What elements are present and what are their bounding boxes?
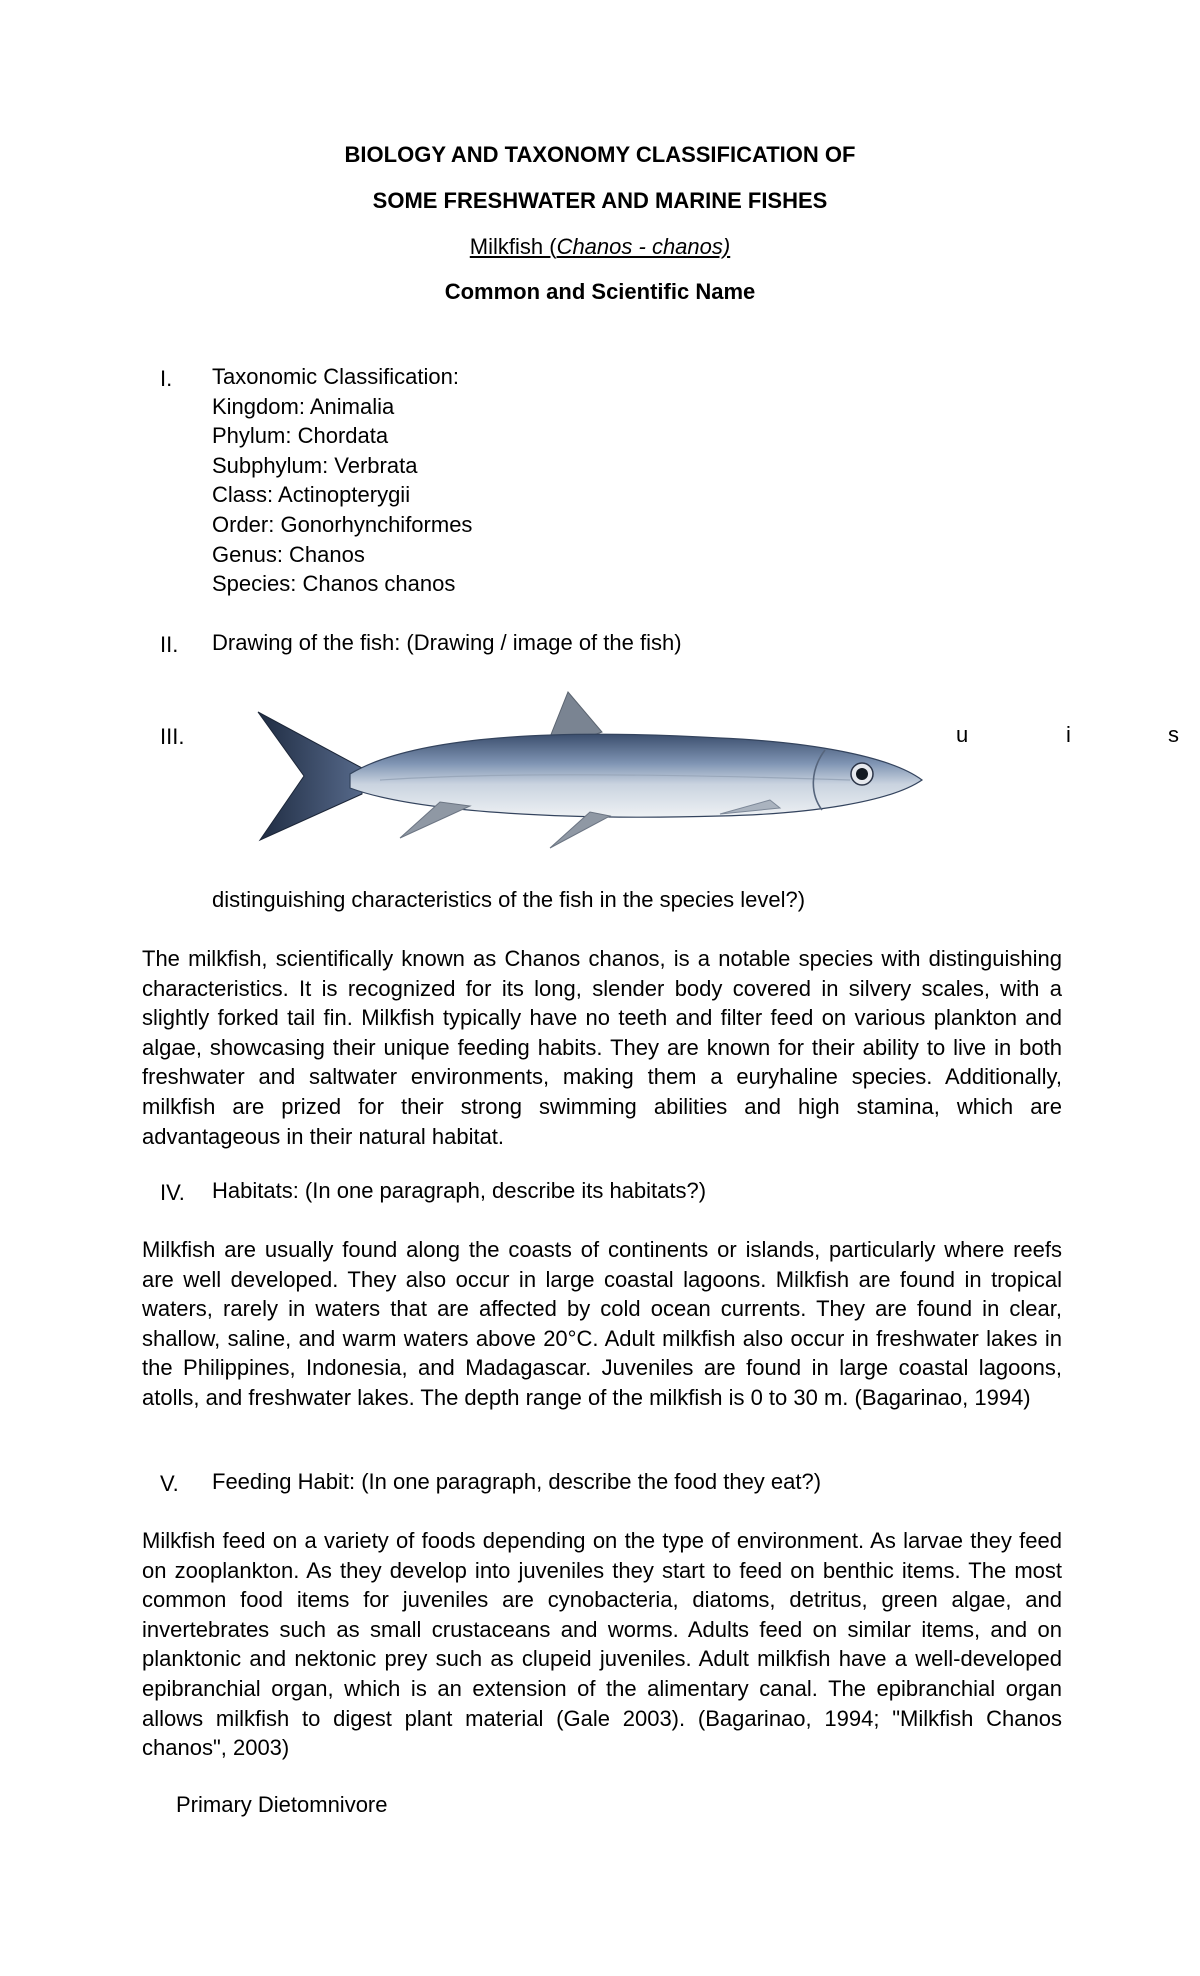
section-2-heading: Drawing of the fish: (Drawing / image of the fish) [212, 630, 682, 655]
fish-name [0, 234, 1200, 260]
section-4-paragraph: Milkfish are usually found along the coasts of continents or islands, particularly where reefs are well developed. They also occur in large coastal lagoons. Milkfish are found in tropical waters, rarely in waters that are affected by cold ocean currents. They are found in clear, shallow, saline, and warm waters above 20°C. Adult milkfish also occur in freshwater lakes in the Philippines, Indonesia, and Madagascar. Juveniles are found in large coastal lagoons, atolls, and freshwater lakes. The depth range of the milkfish is 0 to 30 m. (Bagarinao, 1994) [142, 1237, 1062, 1410]
fish-scientific-name: Chanos - chanos) [556, 234, 731, 259]
section-1-numeral: I. [160, 366, 173, 391]
taxonomy-row: Kingdom: Animalia [212, 394, 395, 419]
section-3-numeral: III. [160, 724, 185, 749]
subtitle: Common and Scientific Name [444, 279, 756, 304]
heading-fragment: i [1066, 722, 1071, 747]
primary-diet: Primary Dietomnivore [176, 1792, 388, 1817]
section-5-heading: Feeding Habit: (In one paragraph, describe the food they eat?) [212, 1469, 822, 1494]
section-5-paragraph: Milkfish feed on a variety of foods depending on the type of environment. As larvae they feed on zooplankton. As they develop into juveniles they start to feed on benthic items. The most common food items for juveniles are cynobacteria, diatoms, detritus, green algae, and invertebrates such as small crustaceans and worms. Adults feed on similar items, and on planktonic and nektonic prey such as clupeid juveniles. Adult milkfish have a well-developed epibranchial organ, which is an extension of the alimentary canal. The epibranchial organ allows milkfish to digest plant material (Gale 2003). (Bagarinao, 1994; "Milkfish Chanos chanos", 2003) [142, 1528, 1062, 1761]
taxonomy-row: Phylum: Chordata [212, 423, 389, 448]
title-line-1: BIOLOGY AND TAXONOMY CLASSIFICATION OF [344, 142, 856, 167]
section-3-paragraph: The milkfish, scientifically known as Chanos chanos, is a notable species with distinguishing characteristics. It is recognized for its long, slender body covered in silvery scales, with a slightly forked tail fin. Milkfish typically have no teeth and filter feed on various plankton and algae, showcasing their unique feeding habits. They are known for their ability to live in both freshwater and saltwater environments, making them a euryhaline species. Additionally, milkfish are prized for their strong swimming abilities and high stamina, which are advantageous in their natural habitat. [142, 946, 1062, 1149]
taxonomy-row: Genus: Chanos [212, 542, 365, 567]
fish-common-name: Milkfish ( [469, 234, 557, 259]
section-3-heading-continued: distinguishing characteristics of the fish in the species level?) [212, 887, 806, 912]
taxonomy-row: Species: Chanos chanos [212, 571, 456, 596]
section-1-heading: Taxonomic Classification: [212, 364, 459, 389]
milkfish-image [250, 690, 930, 870]
section-2-numeral: II. [160, 632, 179, 657]
section-4-numeral: IV. [160, 1180, 185, 1205]
section-5-numeral: V. [160, 1471, 179, 1496]
heading-fragment: s [1168, 722, 1179, 747]
title-line-2: SOME FRESHWATER AND MARINE FISHES [372, 188, 828, 213]
taxonomy-row: Class: Actinopterygii [212, 482, 411, 507]
section-4-heading: Habitats: (In one paragraph, describe its habitats?) [212, 1178, 707, 1203]
heading-fragment: u [956, 722, 969, 747]
taxonomy-row: Order: Gonorhynchiformes [212, 512, 473, 537]
taxonomy-row: Subphylum: Verbrata [212, 453, 418, 478]
